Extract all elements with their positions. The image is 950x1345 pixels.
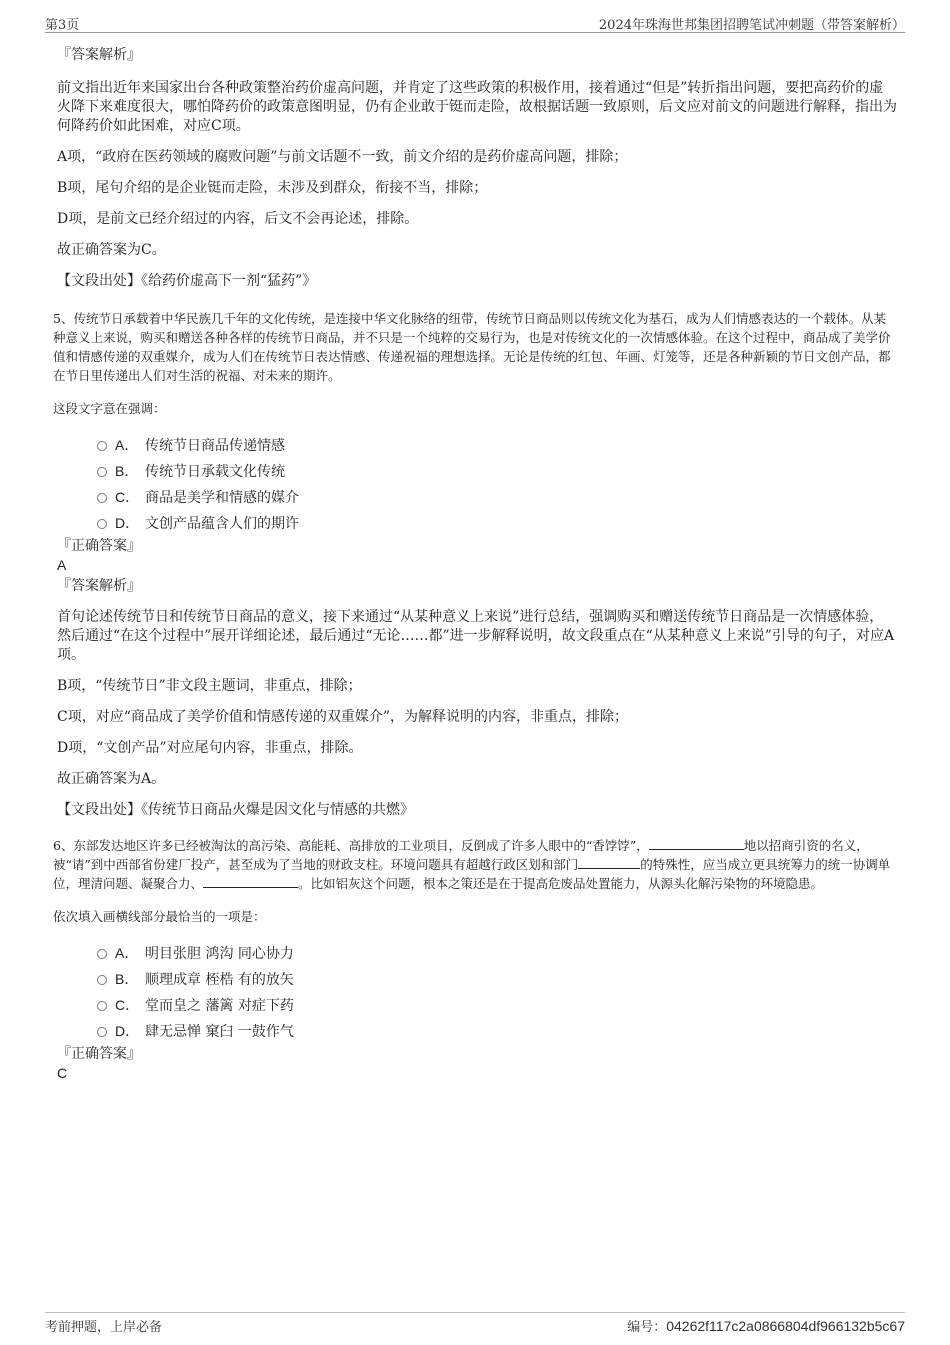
q6-option-d[interactable]: D． 肆无忌惮 窠臼 一鼓作气 [97,1018,897,1044]
q6-answer: C [57,1065,68,1081]
q6-question: 依次填入画横线部分最恰当的一项是： [53,909,266,924]
page-content [53,45,897,1082]
q5-option-b[interactable]: B． 传统节日承载文化传统 [97,458,897,484]
document-title: 2024年珠海世邦集团招聘笔试冲刺题（带答案解析） [598,18,905,33]
radio-icon[interactable] [97,1027,107,1037]
q4-note-d: D项，是前文已经介绍过的内容，后文不会再论述，排除。 [57,211,419,227]
document-code: 编号：04262f117c2a0866804df966132b5c67 [627,1318,905,1335]
q6-answer-label: 『正确答案』 [57,1046,141,1062]
q6-stem: 6、东部发达地区许多已经被淘汰的高污染、高能耗、高排放的工业项目，反倒成了许多人眼中的“香饽饽”， 地以招商引资的名义，被“请”到中西部省份建厂投产，甚至成为了当地的财政支柱。环境问题具有超越行政区划和部门 的特殊性，应当成立更具统筹力的统一协调单位，理清问题、凝聚合力、 。比如铝灰这个问题，根本之策还是在于提高危废品处置能力，从源头化解污染物的环境隐患。 [53,838,891,891]
radio-icon[interactable] [97,467,107,477]
q5-note-b: B项，“传统节日”非文段主题词，非重点，排除； [57,678,362,694]
radio-icon[interactable] [97,1001,107,1011]
q5-answer-label: 『正确答案』 [57,538,141,554]
radio-icon[interactable] [97,975,107,985]
q6-option-c[interactable]: C． 堂而皇之 藩篱 对症下药 [97,992,897,1018]
q5-source: 【文段出处】《传统节日商品火爆是因文化与情感的共燃》 [57,802,414,818]
q5-note-c: C项，对应“商品成了美学价值和情感传递的双重媒介”，为解释说明的内容，非重点，排除； [57,709,629,725]
q5-conclusion: 故正确答案为A。 [57,771,166,787]
q5-option-d[interactable]: D． 文创产品蕴含人们的期许 [97,510,897,536]
footer-slogan: 考前押题，上岸必备 [45,1320,163,1335]
q5-stem: 5、传统节日承载着中华民族几千年的文化传统，是连接中华文化脉络的纽带，传统节日商品则以传统文化为基石，成为人们情感表达的一个载体。从某种意义上来说，购买和赠送各种各样的传统节日商品，并不只是一个纯粹的交易行为，也是对传统文化的一次情感体验。在这个过程中，商品成了美学价值和情感传递的双重媒介，成为人们在传统节日表达情感、传递祝福的理想选择。无论是传统的红包、年画、灯笼等，还是各种新颖的节日文创产品，都在节日里传递出人们对生活的祝福、对未来的期许。 [53,311,891,383]
q4-conclusion: 故正确答案为C。 [57,242,166,258]
q6-options [97,940,897,1044]
q5-analysis-label: 『答案解析』 [57,578,141,594]
page-number: 第3页 [45,18,80,33]
q5-answer: A [57,557,67,573]
radio-icon[interactable] [97,441,107,451]
q5-options [97,432,897,536]
fill-blank-2[interactable] [578,856,640,869]
q6-option-a[interactable]: A． 明目张胆 鸿沟 同心协力 [97,940,897,966]
q4-note-a: A项，“政府在医药领域的腐败问题”与前文话题不一致，前文介绍的是药价虚高问题，排除； [57,149,628,165]
q4-note-b: B项，尾句介绍的是企业铤而走险，未涉及到群众，衔接不当，排除； [57,180,488,196]
q6-option-b[interactable]: B． 顺理成章 桎梏 有的放矢 [97,966,897,992]
q5-option-c[interactable]: C． 商品是美学和情感的媒介 [97,484,897,510]
radio-icon[interactable] [97,949,107,959]
radio-icon[interactable] [97,493,107,503]
fill-blank-3[interactable] [203,875,298,888]
fill-blank-1[interactable] [649,837,744,850]
page-header [45,12,905,33]
q4-analysis-label: 『答案解析』 [57,47,141,63]
q5-question: 这段文字意在强调： [53,401,166,416]
page-footer [45,1312,905,1335]
q5-note-d: D项，“文创产品”对应尾句内容，非重点，排除。 [57,740,363,756]
q5-analysis: 首句论述传统节日和传统节日商品的意义，接下来通过“从某种意义上来说”进行总结，强调购买和赠送传统节日商品是一次情感体验，然后通过“在这个过程中”展开详细论述，最后通过“无论……都”进一步解释说明，故文段重点在“从某种意义上来说”引导的句子，对应A项。 [57,609,895,663]
q4-analysis: 前文指出近年来国家出台各种政策整治药价虚高问题，并肯定了这些政策的积极作用，接着通过“但是”转折指出问题，要把高药价的虚火降下来难度很大，哪怕降药价的政策意图明显，仍有企业敢于铤而走险，故根据话题一致原则，后文应对前文的问题进行解释，指出为何降药价如此困难，对应C项。 [57,80,897,134]
radio-icon[interactable] [97,519,107,529]
q5-option-a[interactable]: A． 传统节日商品传递情感 [97,432,897,458]
q4-source: 【文段出处】《给药价虚高下一剂“猛药”》 [57,273,317,289]
